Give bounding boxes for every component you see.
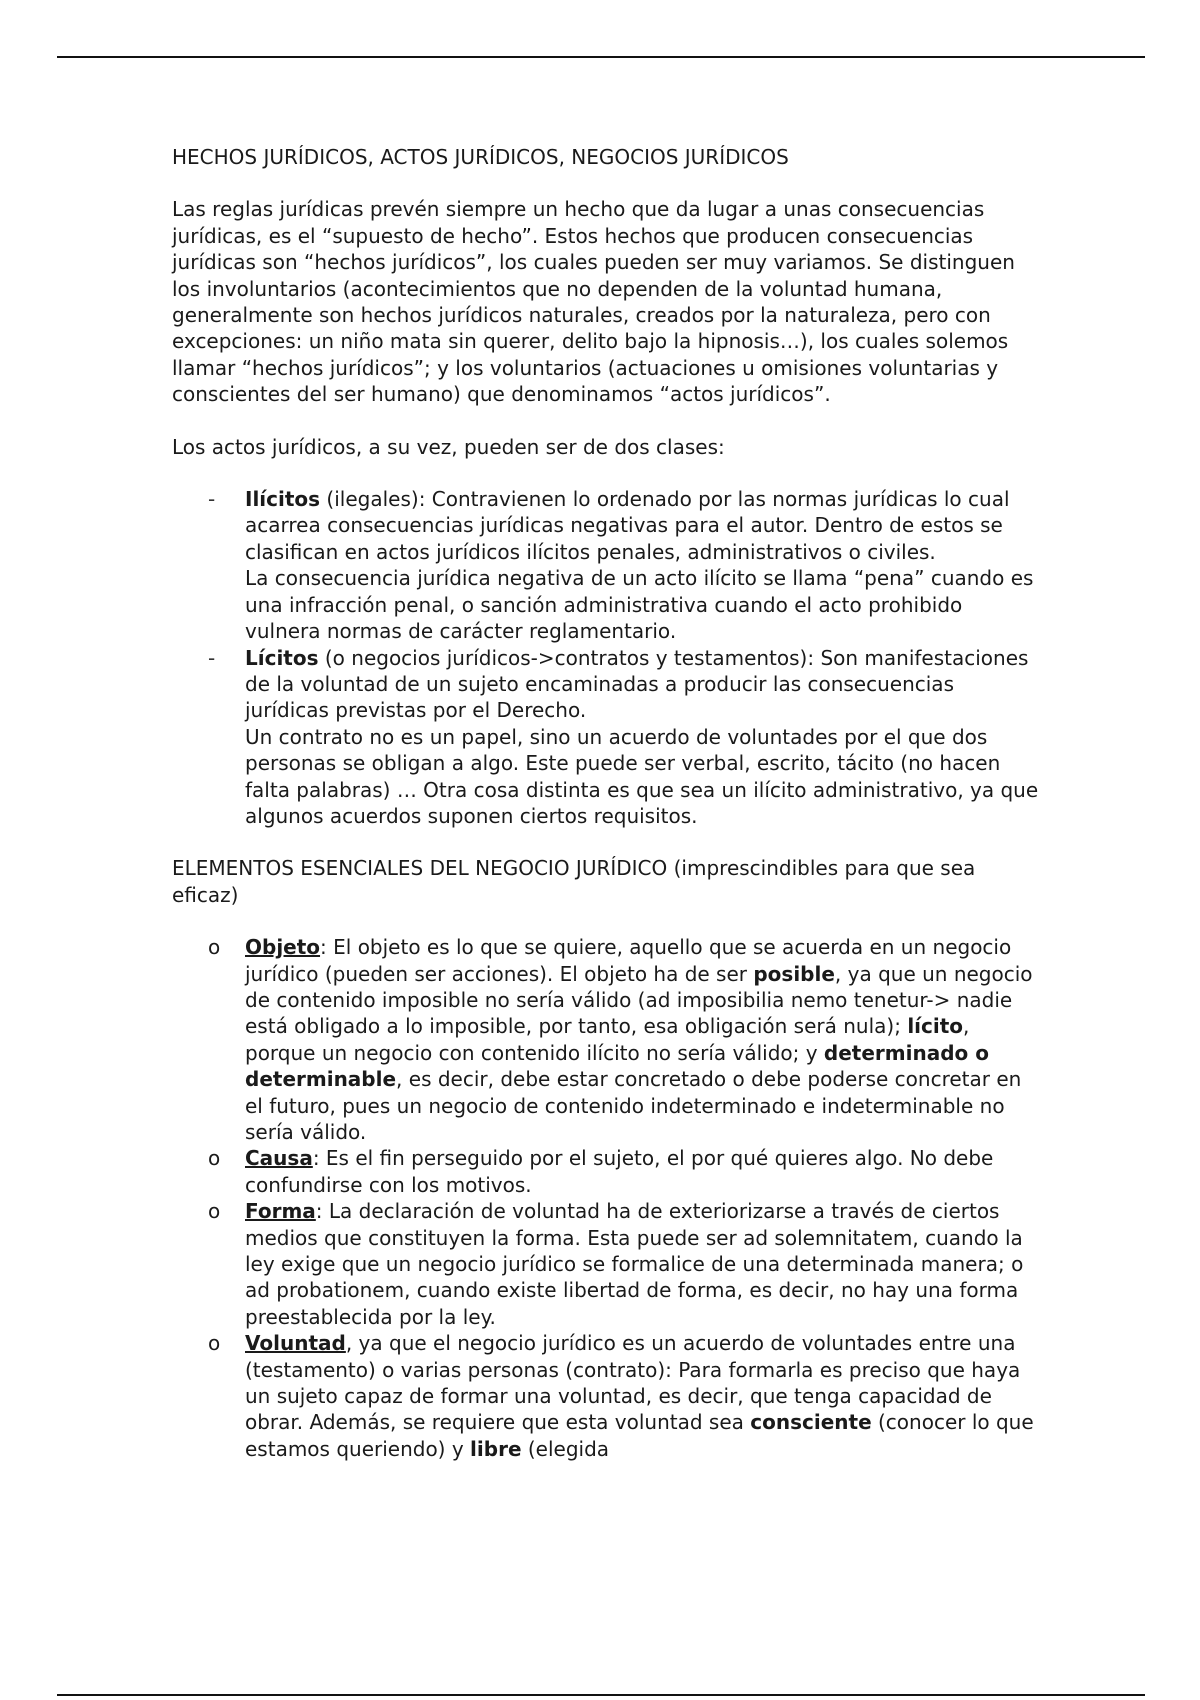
list-item-objeto [172, 934, 1042, 1145]
objeto-text [245, 934, 1042, 1145]
list-item-forma [172, 1198, 1042, 1330]
term-ilicitos: Ilícitos [245, 487, 321, 512]
document-body [172, 144, 1042, 1462]
term-forma: Forma [245, 1199, 316, 1224]
term-licitos: Lícitos [245, 645, 319, 670]
forma-t1: : La declaración de voluntad ha de exteriorizarse a través de ciertos medios que constituyen la forma. Esta puede ser ad solemnitatem, cuando la ley exige que un negocio jurídico se formalice de una determinada manera; o ad probationem, cuando existe libertad de forma, es decir, no hay una forma preestablecida por la ley. [245, 1199, 1024, 1329]
ilicitos-text [245, 486, 1042, 565]
actos-list [172, 486, 1042, 829]
causa-t1: : Es el fin perseguido por el sujeto, el por qué quieres algo. No debe confundirse con los motivos. [245, 1146, 994, 1197]
intro-paragraph: Las reglas jurídicas prevén siempre un hecho que da lugar a unas consecuencias jurídicas, es el “supuesto de hecho”. Estos hechos que producen consecuencias jurídicas son “hechos jurídicos”, los cuales pueden ser muy variamos. Se distinguen los involuntarios (acontecimientos que no dependen de la voluntad humana, generalmente son hechos jurídicos naturales, creados por la naturaleza, pero con excepciones: un niño mata sin querer, delito bajo la hipnosis…), los cuales solemos llamar “hechos jurídicos”; y los voluntarios (actuaciones u omisiones voluntarias y conscientes del ser humano) que denominamos “actos jurídicos”. [172, 197, 1015, 407]
dash-bullet: - [208, 487, 216, 512]
objeto-t4: , es decir, debe estar concretado o debe poderse concretar en el futuro, pues un negocio de contenido indeterminado e indeterminable no sería válido. [245, 1067, 1022, 1144]
list-item-licitos [172, 645, 1042, 830]
list-item-ilicitos [172, 486, 1042, 644]
term-voluntad: Voluntad [245, 1331, 346, 1356]
circle-bullet: o [208, 1199, 221, 1224]
voluntad-b2: libre [470, 1436, 522, 1461]
licitos-desc: (o negocios jurídicos->contratos y testamentos): Son manifestaciones de la voluntad de un sujeto encaminadas a producir las consecuencias jurídicas previstas por el Derecho. [245, 645, 1029, 723]
voluntad-t2: (conocer lo que estamos queriendo) y [245, 1410, 1034, 1461]
ilicitos-extra: La consecuencia jurídica negativa de un acto ilícito se llama “pena” cuando es una infracción penal, o sanción administrativa cuando el acto prohibido vulnera normas de carácter reglamentario. [245, 566, 1034, 644]
dash-bullet: - [208, 645, 216, 670]
document-title: HECHOS JURÍDICOS, ACTOS JURÍDICOS, NEGOCIOS JURÍDICOS [172, 145, 789, 169]
voluntad-t3: (elegida [521, 1436, 610, 1461]
term-causa: Causa [245, 1146, 313, 1171]
list-item-causa [172, 1145, 1042, 1198]
circle-bullet: o [208, 1331, 221, 1356]
licitos-text [245, 645, 1042, 724]
voluntad-t1: , ya que el negocio jurídico es un acuerdo de voluntades entre una (testamento) o varias personas (contrato): Para formarla es preciso que haya un sujeto capaz de formar una voluntad, es decir, que tenga capacidad de obrar. Además, se requiere que esta voluntad sea [245, 1331, 1021, 1435]
header-rule [57, 56, 1145, 58]
ilicitos-desc: (ilegales): Contravienen lo ordenado por las normas jurídicas lo cual acarrea consecuencias jurídicas negativas para el autor. Dentro de estos se clasifican en actos jurídicos ilícitos penales, administrativos o civiles. [245, 487, 1010, 564]
objeto-b2: lícito [907, 1014, 964, 1039]
forma-text [245, 1198, 1042, 1330]
causa-text [245, 1145, 1042, 1198]
list-item-voluntad [172, 1330, 1042, 1462]
voluntad-b1: consciente [750, 1410, 872, 1435]
circle-bullet: o [208, 935, 221, 960]
objeto-b1: posible [753, 961, 835, 986]
elementos-list [172, 934, 1042, 1462]
objeto-t2: , ya que un negocio de contenido imposible no sería válido (ad imposibilia nemo tenetur-> nadie está obligado a lo imposible, por tanto, esa obligación será nula); [245, 961, 1033, 1039]
elementos-heading: ELEMENTOS ESENCIALES DEL NEGOCIO JURÍDICO (imprescindibles para que sea eficaz) [172, 856, 976, 907]
objeto-b3: determinado o determinable [245, 1040, 989, 1092]
voluntad-text [245, 1330, 1042, 1462]
objeto-t3: , porque un negocio con contenido ilícito no sería válido; y [245, 1014, 970, 1065]
licitos-extra: Un contrato no es un papel, sino un acuerdo de voluntades por el que dos personas se obligan a algo. Este puede ser verbal, escrito, tácito (no hacen falta palabras) … Otra cosa distinta es que sea un ilícito administrativo, ya que algunos acuerdos suponen ciertos requisitos. [245, 724, 1039, 828]
actos-intro: Los actos jurídicos, a su vez, pueden ser de dos clases: [172, 434, 725, 459]
circle-bullet: o [208, 1146, 221, 1171]
footer-rule [57, 1694, 1145, 1696]
term-objeto: Objeto [245, 935, 321, 960]
objeto-t1: : El objeto es lo que se quiere, aquello que se acuerda en un negocio jurídico (pueden ser acciones). El objeto ha de ser [245, 935, 1012, 986]
